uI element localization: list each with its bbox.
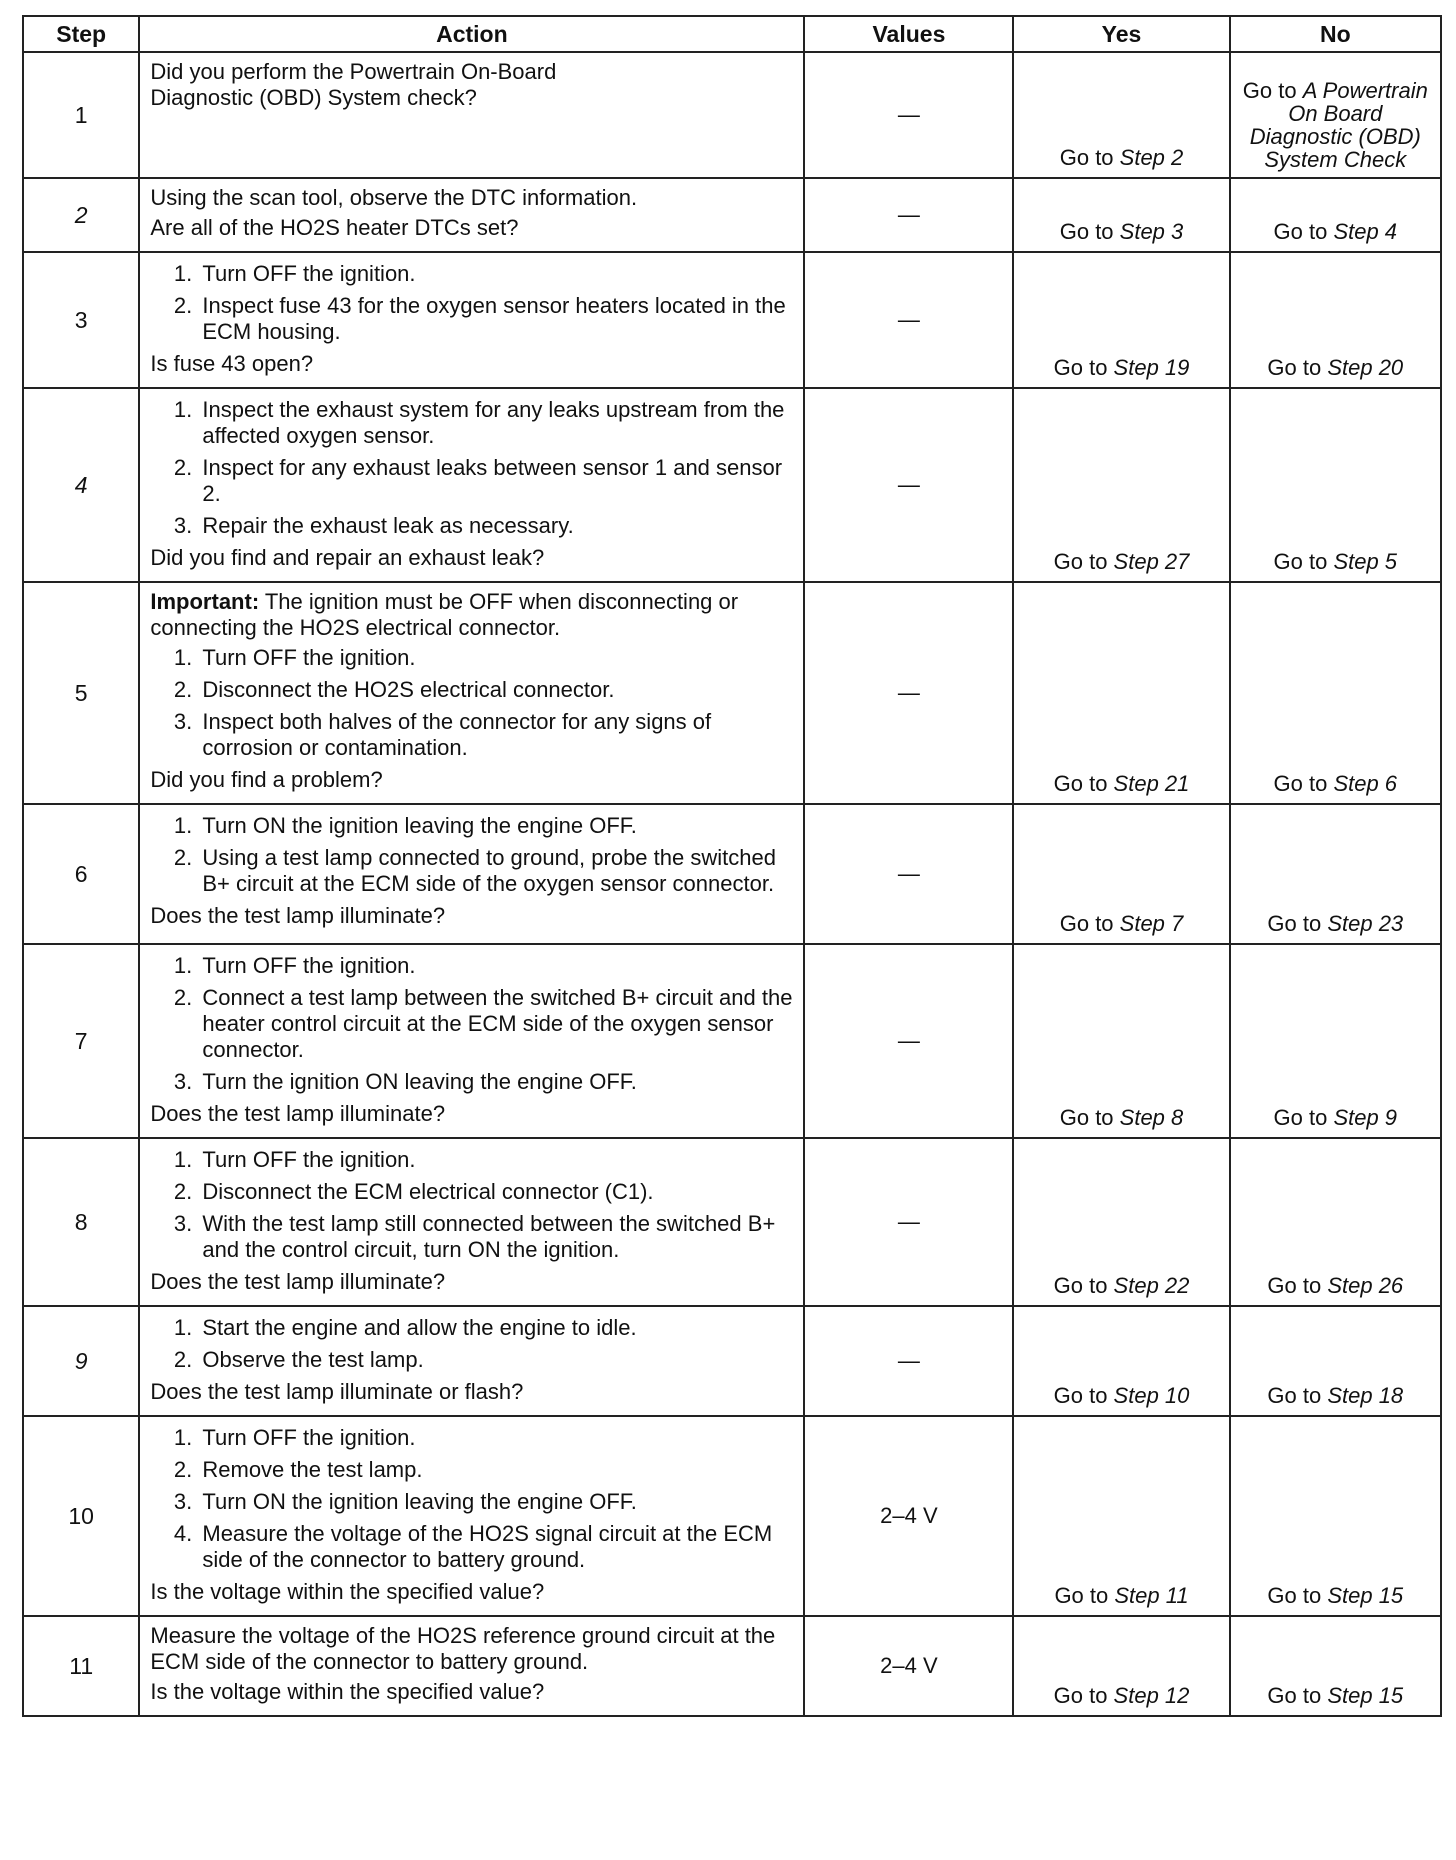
important-note bbox=[150, 589, 793, 641]
list-item: 1. Turn OFF the ignition. bbox=[198, 953, 793, 979]
no-prefix: Go to bbox=[1242, 78, 1303, 103]
action-cell bbox=[139, 52, 804, 178]
list-item: 3. Turn the ignition ON leaving the engine OFF. bbox=[198, 1069, 793, 1095]
no-cell bbox=[1230, 52, 1441, 178]
header-no: No bbox=[1230, 16, 1441, 52]
yes-cell bbox=[1013, 1306, 1229, 1416]
yes-prefix: Go to bbox=[1059, 219, 1120, 244]
value-cell: — bbox=[804, 178, 1013, 252]
action-steps bbox=[150, 645, 793, 761]
action-cell bbox=[139, 1138, 804, 1306]
list-item: 3. With the test lamp still connected between the switched B+ and the control circuit, turn ON the ignition. bbox=[198, 1211, 793, 1263]
yes-cell bbox=[1013, 1138, 1229, 1306]
no-cell bbox=[1230, 1138, 1441, 1306]
no-prefix: Go to bbox=[1273, 549, 1334, 574]
no-prefix: Go to bbox=[1267, 1383, 1328, 1408]
action-question: Did you find a problem? bbox=[150, 767, 383, 792]
header-action: Action bbox=[139, 16, 804, 52]
no-cell bbox=[1230, 388, 1441, 582]
yes-prefix: Go to bbox=[1053, 1383, 1114, 1408]
action-intro: Measure the voltage of the HO2S reference ground circuit at the ECM side of the connector to battery ground. bbox=[150, 1623, 776, 1674]
yes-target: Step 3 bbox=[1119, 219, 1184, 244]
list-item: 1. Inspect the exhaust system for any leaks upstream from the affected oxygen sensor. bbox=[198, 397, 793, 449]
list-item: 4. Measure the voltage of the HO2S signal circuit at the ECM side of the connector to battery ground. bbox=[198, 1521, 793, 1573]
no-target: Step 18 bbox=[1327, 1383, 1404, 1408]
table-row bbox=[23, 944, 1441, 1138]
table-row bbox=[23, 1138, 1441, 1306]
table-row bbox=[23, 582, 1441, 804]
list-item: 1. Turn OFF the ignition. bbox=[198, 261, 793, 287]
list-item: 1. Turn OFF the ignition. bbox=[198, 645, 793, 671]
yes-target: Step 22 bbox=[1113, 1273, 1190, 1298]
action-steps bbox=[150, 261, 793, 345]
no-target: Step 15 bbox=[1327, 1583, 1404, 1608]
list-item: 2. Observe the test lamp. bbox=[198, 1347, 793, 1373]
no-target: A Powertrain On Board Diagnostic (OBD) System Check bbox=[1249, 78, 1428, 172]
yes-cell bbox=[1013, 388, 1229, 582]
table-row bbox=[23, 1616, 1441, 1716]
table-row bbox=[23, 252, 1441, 388]
no-prefix: Go to bbox=[1267, 1273, 1328, 1298]
table-row bbox=[23, 1306, 1441, 1416]
action-steps bbox=[150, 953, 793, 1095]
yes-cell bbox=[1013, 252, 1229, 388]
list-item: 3. Inspect both halves of the connector for any signs of corrosion or contamination. bbox=[198, 709, 793, 761]
yes-target: Step 8 bbox=[1119, 1105, 1184, 1130]
action-cell bbox=[139, 178, 804, 252]
action-question: Is fuse 43 open? bbox=[150, 351, 314, 376]
step-number: 5 bbox=[23, 582, 139, 804]
yes-target: Step 12 bbox=[1113, 1683, 1190, 1708]
no-cell bbox=[1230, 1306, 1441, 1416]
action-steps bbox=[150, 1315, 793, 1373]
no-target: Step 26 bbox=[1327, 1273, 1404, 1298]
header-values: Values bbox=[804, 16, 1013, 52]
header-yes: Yes bbox=[1013, 16, 1229, 52]
important-text: The ignition must be OFF when disconnecting or connecting the HO2S electrical connector. bbox=[150, 589, 739, 640]
step-number: 10 bbox=[23, 1416, 139, 1616]
step-number: 6 bbox=[23, 804, 139, 944]
yes-prefix: Go to bbox=[1053, 1683, 1114, 1708]
value-cell: — bbox=[804, 582, 1013, 804]
table-row bbox=[23, 1416, 1441, 1616]
yes-cell bbox=[1013, 804, 1229, 944]
step-number: 8 bbox=[23, 1138, 139, 1306]
no-prefix: Go to bbox=[1273, 1105, 1334, 1130]
yes-prefix: Go to bbox=[1054, 1583, 1115, 1608]
list-item: 1. Turn ON the ignition leaving the engine OFF. bbox=[198, 813, 793, 839]
action-cell bbox=[139, 388, 804, 582]
value-cell: — bbox=[804, 804, 1013, 944]
yes-target: Step 10 bbox=[1113, 1383, 1190, 1408]
action-cell bbox=[139, 1616, 804, 1716]
action-question: Did you find and repair an exhaust leak? bbox=[150, 545, 545, 570]
action-question: Does the test lamp illuminate or flash? bbox=[150, 1379, 524, 1404]
action-question: Is the voltage within the specified value? bbox=[150, 1579, 545, 1604]
yes-prefix: Go to bbox=[1053, 1273, 1114, 1298]
yes-cell bbox=[1013, 944, 1229, 1138]
step-number: 1 bbox=[23, 52, 139, 178]
no-prefix: Go to bbox=[1267, 355, 1328, 380]
yes-prefix: Go to bbox=[1059, 911, 1120, 936]
list-item: 3. Repair the exhaust leak as necessary. bbox=[198, 513, 793, 539]
yes-target: Step 11 bbox=[1114, 1583, 1189, 1608]
action-cell bbox=[139, 804, 804, 944]
yes-prefix: Go to bbox=[1059, 1105, 1120, 1130]
action-steps bbox=[150, 813, 793, 897]
yes-target: Step 2 bbox=[1119, 145, 1184, 170]
step-number: 4 bbox=[23, 388, 139, 582]
table-row bbox=[23, 388, 1441, 582]
value-cell: — bbox=[804, 52, 1013, 178]
no-cell bbox=[1230, 1416, 1441, 1616]
step-number: 3 bbox=[23, 252, 139, 388]
yes-cell bbox=[1013, 52, 1229, 178]
no-cell bbox=[1230, 1616, 1441, 1716]
value-cell: 2–4 V bbox=[804, 1616, 1013, 1716]
action-steps bbox=[150, 1147, 793, 1263]
no-target: Step 5 bbox=[1333, 549, 1398, 574]
action-cell bbox=[139, 582, 804, 804]
yes-prefix: Go to bbox=[1053, 771, 1114, 796]
header-step: Step bbox=[23, 16, 139, 52]
value-cell: — bbox=[804, 944, 1013, 1138]
no-prefix: Go to bbox=[1273, 771, 1334, 796]
list-item: 2. Disconnect the HO2S electrical connector. bbox=[198, 677, 793, 703]
action-question: Does the test lamp illuminate? bbox=[150, 1101, 446, 1126]
action-cell bbox=[139, 944, 804, 1138]
list-item: 2. Inspect for any exhaust leaks between sensor 1 and sensor 2. bbox=[198, 455, 793, 507]
step-number: 9 bbox=[23, 1306, 139, 1416]
action-question: Does the test lamp illuminate? bbox=[150, 1269, 446, 1294]
no-target: Step 9 bbox=[1333, 1105, 1398, 1130]
yes-cell bbox=[1013, 1416, 1229, 1616]
list-item: 1. Turn OFF the ignition. bbox=[198, 1147, 793, 1173]
value-cell: — bbox=[804, 388, 1013, 582]
diagnostic-table bbox=[22, 15, 1442, 1717]
yes-prefix: Go to bbox=[1053, 355, 1114, 380]
no-prefix: Go to bbox=[1267, 911, 1328, 936]
step-number: 11 bbox=[23, 1616, 139, 1716]
action-intro: Did you perform the Powertrain On-Board Diagnostic (OBD) System check? bbox=[150, 59, 557, 110]
yes-target: Step 19 bbox=[1113, 355, 1190, 380]
action-intro: Using the scan tool, observe the DTC information. bbox=[150, 185, 638, 210]
list-item: 2. Inspect fuse 43 for the oxygen sensor heaters located in the ECM housing. bbox=[198, 293, 793, 345]
no-target: Step 6 bbox=[1333, 771, 1398, 796]
no-cell bbox=[1230, 252, 1441, 388]
yes-cell bbox=[1013, 582, 1229, 804]
yes-prefix: Go to bbox=[1053, 549, 1114, 574]
action-steps bbox=[150, 397, 793, 539]
action-question: Are all of the HO2S heater DTCs set? bbox=[150, 215, 519, 240]
list-item: 2. Using a test lamp connected to ground, probe the switched B+ circuit at the ECM side of the oxygen sensor connector. bbox=[198, 845, 793, 897]
list-item: 2. Disconnect the ECM electrical connector (C1). bbox=[198, 1179, 793, 1205]
list-item: 2. Connect a test lamp between the switched B+ circuit and the heater control circuit at the ECM side of the oxygen sensor connector. bbox=[198, 985, 793, 1063]
no-prefix: Go to bbox=[1267, 1683, 1328, 1708]
value-cell: — bbox=[804, 252, 1013, 388]
yes-target: Step 21 bbox=[1113, 771, 1190, 796]
important-label: Important: bbox=[150, 589, 260, 614]
step-number: 2 bbox=[23, 178, 139, 252]
no-target: Step 4 bbox=[1333, 219, 1398, 244]
list-item: 3. Turn ON the ignition leaving the engine OFF. bbox=[198, 1489, 793, 1515]
list-item: 1. Turn OFF the ignition. bbox=[198, 1425, 793, 1451]
action-steps bbox=[150, 1425, 793, 1573]
action-cell bbox=[139, 1306, 804, 1416]
action-cell bbox=[139, 252, 804, 388]
no-target: Step 15 bbox=[1327, 1683, 1404, 1708]
header-row bbox=[23, 16, 1441, 52]
yes-prefix: Go to bbox=[1059, 145, 1120, 170]
value-cell: 2–4 V bbox=[804, 1416, 1013, 1616]
action-question: Does the test lamp illuminate? bbox=[150, 903, 446, 928]
no-prefix: Go to bbox=[1267, 1583, 1328, 1608]
no-target: Step 23 bbox=[1327, 911, 1404, 936]
value-cell: — bbox=[804, 1138, 1013, 1306]
yes-target: Step 27 bbox=[1113, 549, 1190, 574]
table-row bbox=[23, 178, 1441, 252]
no-cell bbox=[1230, 804, 1441, 944]
yes-cell bbox=[1013, 1616, 1229, 1716]
value-cell: — bbox=[804, 1306, 1013, 1416]
list-item: 2. Remove the test lamp. bbox=[198, 1457, 793, 1483]
step-number: 7 bbox=[23, 944, 139, 1138]
yes-target: Step 7 bbox=[1119, 911, 1184, 936]
no-cell bbox=[1230, 178, 1441, 252]
no-prefix: Go to bbox=[1273, 219, 1334, 244]
action-cell bbox=[139, 1416, 804, 1616]
action-question: Is the voltage within the specified value? bbox=[150, 1679, 545, 1704]
no-target: Step 20 bbox=[1327, 355, 1404, 380]
yes-cell bbox=[1013, 178, 1229, 252]
table-row bbox=[23, 804, 1441, 944]
no-cell bbox=[1230, 944, 1441, 1138]
table-row bbox=[23, 52, 1441, 178]
no-cell bbox=[1230, 582, 1441, 804]
list-item: 1. Start the engine and allow the engine to idle. bbox=[198, 1315, 793, 1341]
